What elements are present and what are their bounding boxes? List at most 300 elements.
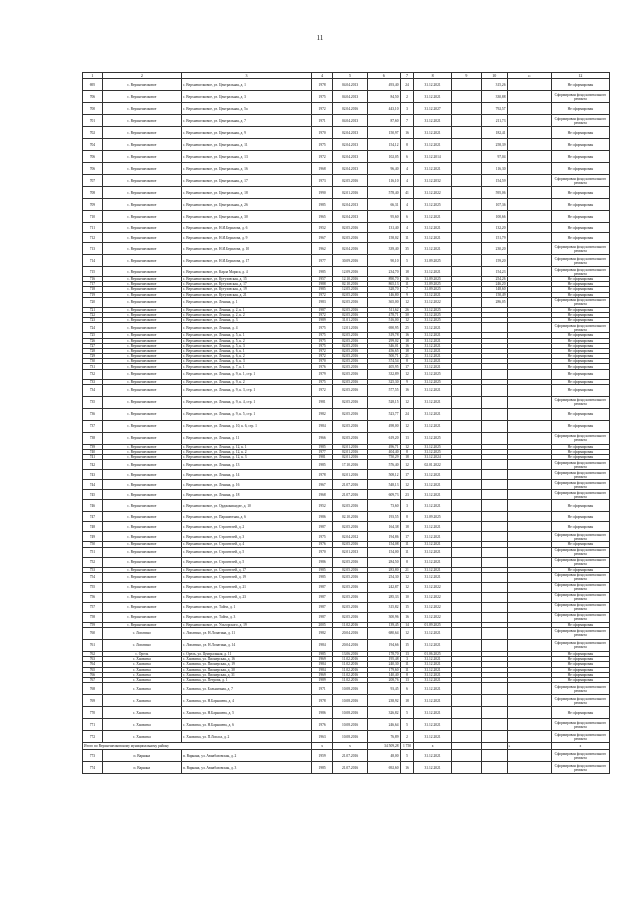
table-cell (481, 547, 507, 557)
table-cell: 31.09.2025 (414, 512, 451, 522)
table-cell: Сформирован фонд капитального ремонта (551, 297, 609, 307)
table-cell: 02.01.2016 (333, 455, 368, 460)
table-cell: 31.12.2025 (414, 450, 451, 455)
table-cell: Не сформирован (551, 312, 609, 317)
table-cell: 744 (83, 480, 103, 490)
table-cell (481, 369, 507, 379)
table-cell: 11.02.2016 (333, 622, 368, 627)
table-cell (481, 432, 507, 444)
table-cell: с. Верхнешелковое, ул. Н.И.Берилова, д. 17 (181, 255, 311, 267)
table-cell: с. Хамзятка (102, 707, 181, 719)
table-cell: с. Верхнешелковое, ул. Кутузовская, д. 21 (181, 292, 311, 297)
table-cell: 723 (83, 318, 103, 323)
table-row (83, 211, 610, 223)
table-cell: 1976 (312, 364, 333, 369)
table-cell: 17.10.2016 (333, 460, 368, 470)
table-cell: 12 (400, 444, 414, 449)
table-cell (507, 432, 551, 444)
table-cell: 404,40 (367, 450, 400, 455)
table-cell: с. Верхнешелковое, ул. Орджоникидзе, д. 10 (181, 500, 311, 512)
table-cell: с. Верхнешелковое, ул. Центральная, д. 13 (181, 151, 311, 163)
table-cell: Не сформирован (551, 199, 609, 211)
table-cell: 41 (400, 187, 414, 199)
table-cell (507, 297, 551, 307)
table-cell: с. Хамзятка, ул. Пионерская, д. 31 (181, 672, 311, 677)
table-cell: 23 (400, 490, 414, 500)
table-cell: Сформирован фонд капитального ремонта (551, 460, 609, 470)
table-cell: 31.12.2021 (414, 627, 451, 639)
table-row (83, 572, 610, 582)
table-cell: 02.05.2016 (333, 542, 368, 547)
table-cell: 299,02 (367, 338, 400, 343)
table-cell: 1978 (312, 695, 333, 707)
table-row (83, 91, 610, 103)
table-cell: 242,87 (367, 582, 400, 592)
table-cell: 717 (83, 282, 103, 287)
table-cell: 15 (400, 639, 414, 651)
table-row (83, 612, 610, 622)
table-cell (451, 297, 481, 307)
table-cell: 733 (83, 379, 103, 384)
table-cell (507, 612, 551, 622)
table-cell: 3 (400, 103, 414, 115)
table-cell: 02.05.2016 (333, 312, 368, 317)
table-cell: с. Лопатино, ул. Н.Лопатина, д. 14 (181, 639, 311, 651)
table-cell: 1981 (312, 455, 333, 460)
table-cell: 02.04.2013 (333, 151, 368, 163)
table-cell: 718 (83, 287, 103, 292)
table-cell: 246,64 (367, 719, 400, 731)
table-cell (507, 103, 551, 115)
table-cell: 1970 (312, 547, 333, 557)
table-cell: Сформирован фонд капитального ремонта (551, 731, 609, 743)
table-cell: Не сформирован (551, 455, 609, 460)
table-cell: с. Хамзятка (102, 731, 181, 743)
table-cell: 405,95 (367, 364, 400, 369)
table-cell: 01.06.2025 (414, 651, 451, 656)
table-cell: 1987 (312, 592, 333, 602)
table-cell (451, 384, 481, 396)
table-cell: с. Хамзятка (102, 683, 181, 695)
table-row (83, 199, 610, 211)
table-cell: 523,77 (367, 408, 400, 420)
table-cell: 9 (400, 379, 414, 384)
table-cell: 31.12.2021 (414, 233, 451, 243)
table-cell: с. Верхнешелковое (102, 512, 181, 522)
table-cell: с. Верхнешелковое, ул. Ленина, д. 11 (181, 432, 311, 444)
table-cell (481, 490, 507, 500)
table-cell: с. Верхнешелковое, ул. Ленина, д. 9, к. 3, стр. 1 (181, 384, 311, 396)
table-cell: Сформирован фонд капитального ремонта (551, 396, 609, 408)
column-header: 12 (551, 73, 609, 79)
table-cell (507, 750, 551, 762)
table-cell: с. Верхнешелковое, ул. Строителей, д. 4 (181, 542, 311, 547)
table-cell: 10.08.2016 (333, 707, 368, 719)
table-cell (507, 762, 551, 774)
table-cell: 10.08.2016 (333, 719, 368, 731)
table-row (83, 255, 610, 267)
table-cell: 1976 (312, 719, 333, 731)
table-cell: 93,45 (367, 683, 400, 695)
table-cell: 701 (83, 115, 103, 127)
table-cell: 730 (83, 359, 103, 364)
table-cell: 02.05.2016 (333, 582, 368, 592)
table-cell: с. Верхнешелковое (102, 480, 181, 490)
table-cell: 1976 (312, 542, 333, 547)
table-cell: 02.05.2016 (333, 522, 368, 532)
table-cell: 1988 (312, 282, 333, 287)
table-cell (481, 460, 507, 470)
table-cell (507, 151, 551, 163)
table-cell: 720 (83, 297, 103, 307)
table-cell: с. Хамзятка (102, 677, 181, 682)
table-cell: 1985 (312, 572, 333, 582)
table-cell (507, 490, 551, 500)
table-cell: Не сформирован (551, 622, 609, 627)
table-cell: с. Верхнешелковое, ул. Ленина, д. 9, к. 5, стр. 1 (181, 408, 311, 420)
table-cell: Сформирован фонд капитального ремонта (551, 719, 609, 731)
table-cell (451, 432, 481, 444)
table-cell: 1985 (312, 267, 333, 277)
table-cell: Сформирован фонд капитального ремонта (551, 175, 609, 187)
table-row (83, 470, 610, 480)
table-cell: 1975 (312, 338, 333, 343)
table-cell: с. Верхнешелковое, ул. Ленина, д. 9, к. 2 (181, 379, 311, 384)
table-cell: 12 (400, 396, 414, 408)
table-cell: с. Верхнешелковое (102, 602, 181, 612)
table-cell: 17 (400, 532, 414, 542)
table-cell: 6 (400, 683, 414, 695)
table-cell (481, 612, 507, 622)
table-cell (507, 582, 551, 592)
table-cell: 21.07.2016 (333, 480, 368, 490)
table-cell (451, 592, 481, 602)
table-cell: 34 509,28 (367, 743, 400, 750)
table-cell: 8 (400, 139, 414, 151)
table-cell (451, 151, 481, 163)
table-cell (451, 639, 481, 651)
table-cell: х (312, 743, 333, 750)
table-cell: с. Верхнешелковое (102, 243, 181, 255)
table-cell (507, 639, 551, 651)
table-cell: 11 (400, 662, 414, 667)
table-cell: 1982 (312, 627, 333, 639)
table-row (83, 396, 610, 408)
table-cell: 100,66 (481, 211, 507, 223)
table-cell: 747 (83, 512, 103, 522)
table-cell: 31.12.2022 (414, 602, 451, 612)
table-cell: 31.12.2021 (414, 657, 451, 662)
table-cell: 31.12.2021 (414, 522, 451, 532)
table-cell: Не сформирован (551, 139, 609, 151)
table-cell: 31.12.2025 (414, 444, 451, 449)
table-cell: 02.04.2013 (333, 127, 368, 139)
table-cell: 710 (83, 211, 103, 223)
table-cell: 02.05.2016 (333, 396, 368, 408)
table-cell: 132,20 (481, 223, 507, 233)
table-cell (507, 323, 551, 333)
table-cell (481, 750, 507, 762)
table-cell: 31.12.2025 (414, 379, 451, 384)
table-cell: 1977 (312, 450, 333, 455)
table-cell (507, 695, 551, 707)
table-cell: Не сформирован (551, 567, 609, 572)
table-cell: 5 (400, 255, 414, 267)
table-cell: 619,20 (367, 432, 400, 444)
table-cell (451, 719, 481, 731)
table-cell: 731 (83, 364, 103, 369)
table-cell: 716 (83, 277, 103, 282)
table-cell (451, 408, 481, 420)
table-cell (451, 369, 481, 379)
table-cell: 11 (400, 282, 414, 287)
table-cell: 711 (83, 223, 103, 233)
table-cell: 31.12.2021 (414, 396, 451, 408)
table-cell: 31.12.2021 (414, 354, 451, 359)
table-cell: 2 (400, 731, 414, 743)
table-cell: 31.12.2021 (414, 567, 451, 572)
table-cell: с. Верхнешелковое (102, 79, 181, 91)
table-cell: 150,97 (367, 127, 400, 139)
table-cell (451, 750, 481, 762)
table-cell: 1978 (312, 470, 333, 480)
table-cell: 154,00 (367, 547, 400, 557)
table-cell: 31.12.2021 (414, 384, 451, 396)
table-row (83, 602, 610, 612)
table-cell: 238,92 (367, 695, 400, 707)
table-cell: 31.12.2021 (414, 719, 451, 731)
table-cell: с. Хамзятка, ул. Н.Барышева, д. 5 (181, 707, 311, 719)
table-cell: Сформирован фонд капитального ремонта (551, 480, 609, 490)
table-cell: 1987 (312, 582, 333, 592)
table-cell (481, 470, 507, 480)
table-cell: Не сформирован (551, 233, 609, 243)
table-cell: 1977 (312, 255, 333, 267)
table-cell: 709 (83, 199, 103, 211)
table-cell: х (333, 743, 368, 750)
table-cell: 31.12.2021 (414, 267, 451, 277)
table-cell (451, 91, 481, 103)
table-cell: Не сформирован (551, 151, 609, 163)
table-cell: с. Верхнешелковое (102, 420, 181, 432)
table-cell: 1984 (312, 662, 333, 667)
table-cell: 722 (83, 312, 103, 317)
table-cell: 31.12.2021 (414, 91, 451, 103)
table-cell: 865,13 (367, 282, 400, 287)
table-cell: 5 (400, 719, 414, 731)
table-cell: Не сформирован (551, 79, 609, 91)
table-cell (451, 420, 481, 432)
table-cell: с. Верхнешелковое, ул. Н.И.Берилова, д. 9 (181, 233, 311, 243)
table-cell (481, 731, 507, 743)
table-cell: 1970 (312, 127, 333, 139)
table-cell: 4 (400, 199, 414, 211)
table-cell: 35 (400, 243, 414, 255)
table-cell: с. Верхнешелковое (102, 444, 181, 449)
table-cell (451, 163, 481, 175)
table-cell: 1986 (312, 707, 333, 719)
table-row (83, 384, 610, 396)
table-cell: 748 (83, 522, 103, 532)
table-cell (481, 582, 507, 592)
table-cell (507, 79, 551, 91)
table-cell: 1986 (312, 512, 333, 522)
table-cell: 18 (400, 338, 414, 343)
table-cell: с. Верхнешелковое (102, 211, 181, 223)
table-cell (451, 512, 481, 522)
table-cell (507, 369, 551, 379)
table-cell: 02.01.2016 (333, 187, 368, 199)
table-cell: 7 (400, 115, 414, 127)
table-cell: с. Лопатино (102, 639, 181, 651)
table-cell: Не сформирован (551, 318, 609, 323)
table-cell: с. Верхнешелковое (102, 233, 181, 243)
table-cell: 727 (83, 343, 103, 348)
table-cell: с. Верхнешелковое (102, 622, 181, 627)
table-cell: 31.12.2022 (414, 187, 451, 199)
table-cell: 13 (400, 651, 414, 656)
table-cell (451, 490, 481, 500)
table-cell: с. Хамзятка (102, 719, 181, 731)
table-cell (481, 683, 507, 695)
table-cell: с. Верхнешелковое, ул. Строителей, д. 2 (181, 522, 311, 532)
table-cell: 346,01 (367, 343, 400, 348)
table-cell: 284,50 (367, 557, 400, 567)
table-cell: 12.05.2016 (333, 287, 368, 292)
table-cell: 02.04.2013 (333, 163, 368, 175)
table-cell: 768 (83, 683, 103, 695)
table-cell: 890,70 (367, 277, 400, 282)
table-cell (451, 175, 481, 187)
table-cell: Не сформирован (551, 542, 609, 547)
table-cell: 02.04.2016 (333, 243, 368, 255)
table-cell: 1975 (312, 532, 333, 542)
table-cell: 1972 (312, 384, 333, 396)
table-cell: Не сформирован (551, 187, 609, 199)
table-cell: 02.05.2016 (333, 359, 368, 364)
table-cell: 193,55 (367, 512, 400, 522)
table-cell: 31.12.2021 (414, 672, 451, 677)
table-cell: 12 (400, 582, 414, 592)
table-cell: Не сформирован (551, 292, 609, 297)
table-cell: Сформирован фонд капитального ремонта (551, 762, 609, 774)
table-cell: Сформирован фонд капитального ремонта (551, 243, 609, 255)
table-cell: 729 (83, 354, 103, 359)
table-cell: 332,89 (367, 369, 400, 379)
table-cell: 692,60 (367, 762, 400, 774)
table-cell: 140,40 (367, 672, 400, 677)
table-cell: 254,30 (367, 572, 400, 582)
total-row (83, 743, 610, 750)
table-cell: 1 750 (400, 743, 414, 750)
table-cell: 315,26 (481, 79, 507, 91)
table-cell: 690,95 (367, 323, 400, 333)
table-cell: 1985 (312, 651, 333, 656)
table-cell: Не сформирован (551, 522, 609, 532)
table-cell: Сформирован фонд капитального ремонта (551, 627, 609, 639)
table-cell: 1975 (312, 139, 333, 151)
table-cell: Не сформирован (551, 384, 609, 396)
table-cell (507, 719, 551, 731)
table-cell: 15 (400, 602, 414, 612)
table-cell: Сформирован фонд капитального ремонта (551, 267, 609, 277)
table-cell: с. Верхнешелковое, ул. Центральная, д. 30 (181, 211, 311, 223)
table-cell (451, 199, 481, 211)
table-cell: 680,64 (367, 627, 400, 639)
table-cell: 31.12.2025 (414, 318, 451, 323)
table-cell (507, 267, 551, 277)
table-cell (507, 127, 551, 139)
table-cell (451, 627, 481, 639)
table-cell: 1979 (312, 369, 333, 379)
table-cell: 700 (83, 103, 103, 115)
table-cell (507, 460, 551, 470)
table-cell: 31.12.2021 (414, 572, 451, 582)
table-cell: Сформирован фонд капитального ремонта (551, 91, 609, 103)
column-header: 2 (102, 73, 181, 79)
table-cell: 194,86 (367, 532, 400, 542)
table-cell: с. Верхнешелковое (102, 103, 181, 115)
table-row (83, 695, 610, 707)
table-cell: с. Верхнешелковое, ул. Кутузовская, д. 19 (181, 287, 311, 292)
table-cell: 31.12.2027 (414, 103, 451, 115)
table-cell: с. Верхнешелковое (102, 127, 181, 139)
table-cell: с. Верхнешелковое, ул. Центральная, д. 3 (181, 91, 311, 103)
table-cell: с. Верхнешелковое (102, 282, 181, 287)
table-cell: с. Верхнешелковое (102, 582, 181, 592)
table-cell: Не сформирован (551, 677, 609, 682)
table-cell: Не сформирован (551, 662, 609, 667)
table-cell (481, 627, 507, 639)
table-cell: Сформирован фонд капитального ремонта (551, 639, 609, 651)
table-cell (481, 762, 507, 774)
table-cell: 5 (400, 707, 414, 719)
table-cell: 31.12.2022 (414, 582, 451, 592)
table-cell: Не сформирован (551, 500, 609, 512)
table-cell: 31.12.2021 (414, 683, 451, 695)
table-cell (481, 557, 507, 567)
table-cell: 1972 (312, 348, 333, 353)
table-cell: п. Варнана (102, 762, 181, 774)
table-cell: Сформирован фонд капитального ремонта (551, 255, 609, 267)
table-cell: с. Верхнешелковое, ул. Н.И.Берилова, д. 6 (181, 223, 311, 233)
table-cell (481, 420, 507, 432)
table-cell: 1967 (312, 480, 333, 490)
table-cell: 26 (400, 307, 414, 312)
table-cell: 1973 (312, 175, 333, 187)
table-cell: 31.12.2021 (414, 139, 451, 151)
table-cell: 240,30 (367, 662, 400, 667)
table-cell: 12.09.2016 (333, 267, 368, 277)
table-cell: 12 (400, 369, 414, 379)
table-cell: 578,40 (367, 187, 400, 199)
table-cell: 25 (400, 323, 414, 333)
table-cell: 766 (83, 672, 103, 677)
table-cell: 31.12.2021 (414, 500, 451, 512)
table-cell: 4 (400, 223, 414, 233)
table-cell (507, 91, 551, 103)
table-cell: 330,88 (481, 91, 507, 103)
table-cell: с. Верхнешелковое, ул. Ленина, д. 12, к. 2 (181, 450, 311, 455)
table-cell (451, 115, 481, 127)
table-cell: Сформирован фонд капитального ремонта (551, 547, 609, 557)
table-cell: 18 (400, 455, 414, 460)
column-header: 6 (367, 73, 400, 79)
table-cell: 773 (83, 750, 103, 762)
table-cell: 31.12.2021 (414, 480, 451, 490)
table-cell: 12 (400, 460, 414, 470)
table-cell: Не сформирован (551, 354, 609, 359)
